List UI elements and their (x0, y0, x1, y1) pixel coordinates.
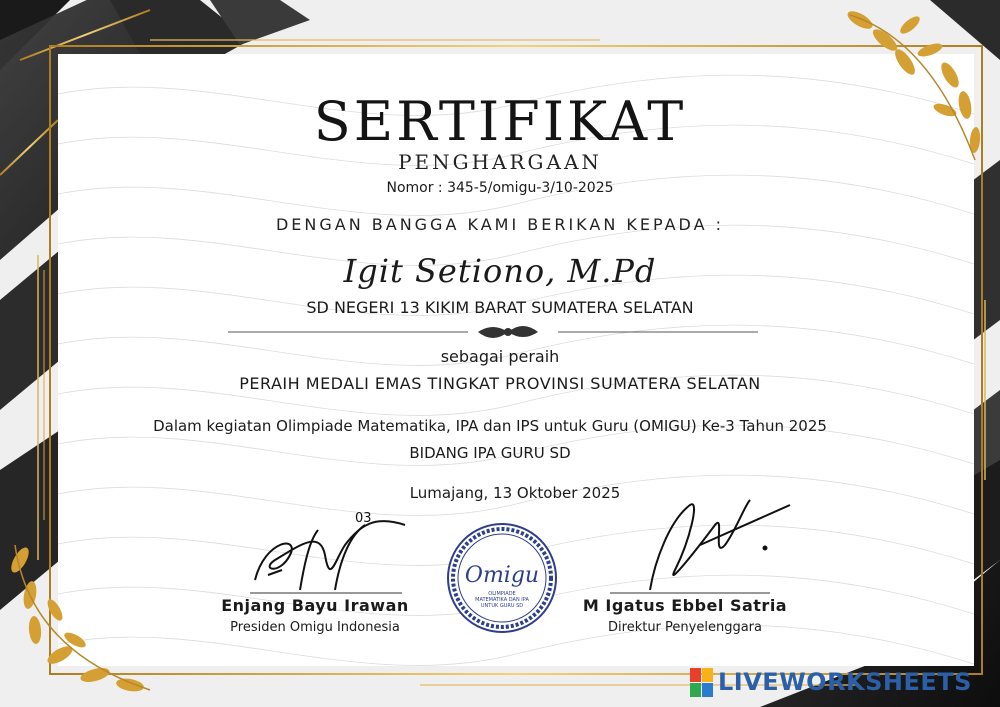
place-date: Lumajang, 13 Oktober 2025 (409, 484, 621, 502)
recipient-name: Igit Setiono, M.Pd (343, 252, 657, 290)
award-title: PERAIH MEDALI EMAS TINGKAT PROVINSI SUMATERA SELATAN (239, 374, 761, 393)
ornament-divider (228, 326, 758, 338)
signatory-1-name: Enjang Bayu Irawan (221, 596, 409, 615)
svg-text:Omigu: Omigu (464, 563, 540, 588)
signatory-1-role: Presiden Omigu Indonesia (230, 620, 400, 635)
svg-text:UNTUK GURU SD: UNTUK GURU SD (480, 603, 524, 609)
liveworksheets-watermark[interactable] (690, 666, 990, 700)
svg-text:MATEMATIKA DAN IPA: MATEMATIKA DAN IPA (475, 597, 529, 603)
certificate-subtitle: PENGHARGAAN (398, 150, 602, 174)
given-to-label: DENGAN BANGGA KAMI BERIKAN KEPADA : (275, 215, 725, 234)
as-label: sebagai peraih (440, 347, 560, 366)
signatory-2-role: Direktur Penyelenggara (608, 620, 762, 635)
competition-field: BIDANG IPA GURU SD (409, 444, 571, 462)
svg-text:OLIMPIADE: OLIMPIADE (488, 591, 516, 597)
omigu-seal-logo (446, 522, 558, 634)
activity-description: Dalam kegiatan Olimpiade Matematika, IPA dan IPS untuk Guru (OMIGU) Ke-3 Tahun 2025 (153, 417, 827, 435)
liveworksheets-text: LIVEWORKSHEETS (718, 668, 972, 696)
signatory-2-name: M Igatus Ebbel Satria (582, 596, 788, 615)
recipient-school: SD NEGERI 13 KIKIM BARAT SUMATERA SELATAN (306, 298, 694, 317)
signature-left-mark: 03 (355, 511, 372, 526)
liveworksheets-logo-icon (690, 668, 714, 698)
certificate-number: Nomor : 345-5/omigu-3/10-2025 (386, 180, 614, 196)
certificate-title: SERTIFIKAT (313, 90, 687, 153)
